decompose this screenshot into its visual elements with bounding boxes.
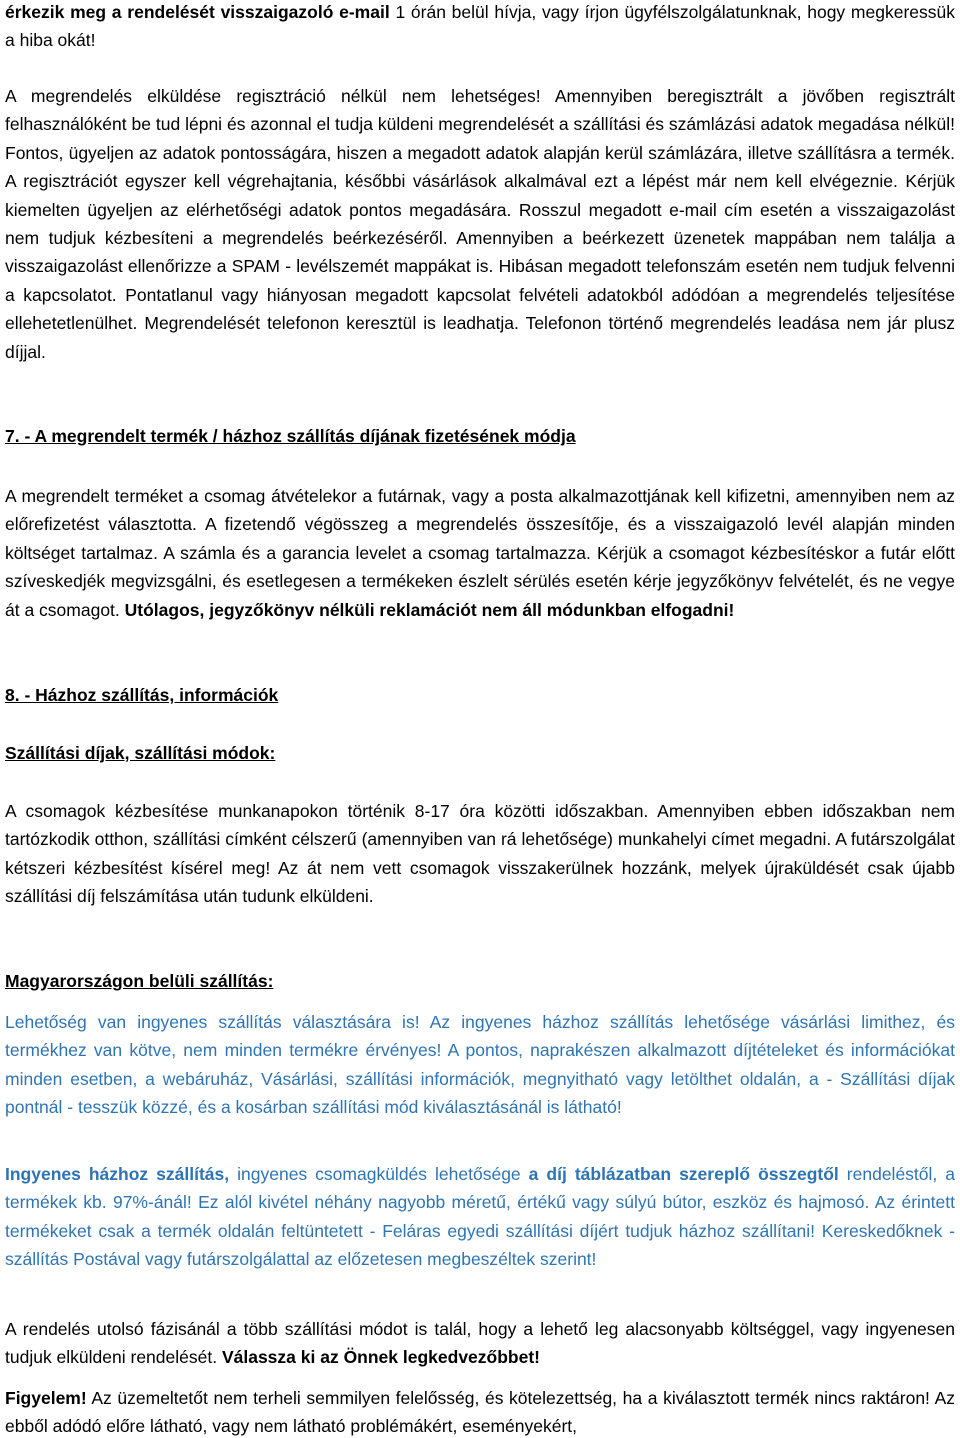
subheading-shipping-fees: Szállítási díjak, szállítási módok: [5, 743, 276, 763]
paragraph-free-shipping-info: Lehetőség van ingyenes szállítás választására is! Az ingyenes házhoz szállítás lehetősége vásárlási limithez, és termékhez van kötve, nem minden termékre érvényes! A pontos, naprakészen alkalmazott díjtételeket és információkat minden esetben, a webáruház, Vásárlási, szállítási információk, megnyitható vagy letölthet oldalán, a - Szállítási díjak pontnál - tesszük közzé, és a kosárban szállítási mód kiválasztásánál is látható! [5, 1012, 955, 1118]
bold-text: Ingyenes házhoz szállítás, [5, 1164, 230, 1184]
bold-text: Válassza ki az Önnek legkedvezőbbet! [221, 1347, 540, 1368]
paragraph-shipping-methods [5, 1315, 955, 1372]
bold-text: érkezik meg a rendelését visszaigazoló e-mail [5, 2, 390, 22]
paragraph-registration: A megrendelés elküldése regisztráció nélkül nem lehetséges! Amennyiben beregisztrált a jövőben regisztrált felhasználóként be tud lépni és azonnal el tudja küldeni megrendelését a szállítási és számlázási adatok megadása nélkül! Fontos, ügyeljen az adatok pontosságára, hiszen a megadott adatok alapján kerül számlázára, illetve szállításra a termék. A regisztrációt egyszer kell végrehajtania, későbbi vásárlások alkalmával ezt a lépést már nem kell elvégeznie. Kérjük kiemelten ügyeljen az elérhetőségi adatok pontos megadására. Rosszul megadott e-mail cím esetén a visszaigazolást nem tudjuk kézbesíteni a megrendelés beérkezéséről. Amennyiben a beérkezett üzenetek mappában nem találja a visszaigazolást ellenőrizze a SPAM - levélszemét mappákat is. Hibásan megadott telefonszám esetén nem tudjuk felvenni a kapcsolatot. Pontatlanul vagy hiányosan megadott kapcsolat felvételi adatokból adódóan a megrendelés teljesítése ellehetetlenülhet. Megrendelését telefonon keresztül is leadhatja. Telefonon történő megrendelés leadása nem jár plusz díjjal. [5, 86, 955, 362]
paragraph-text: Az üzemeltetőt nem terheli semmilyen felelősség, és kötelezettség, ha a kiválasztott termék nincs raktáron! Az ebből adódó előre látható, vagy nem látható problémákért, eseményekért, [5, 1388, 955, 1437]
bold-text: a díj táblázatban szereplő összegtől [528, 1164, 839, 1184]
subheading-domestic-shipping: Magyarországon belüli szállítás: [5, 971, 274, 991]
paragraph-text: A rendelés utolsó fázisánál a több szállítási módot is talál, hogy a lehető leg alacsonyabb költséggel, vagy ingyenesen tudjuk elküldeni rendelését. [5, 1319, 955, 1368]
bold-text: Figyelem! [5, 1388, 87, 1408]
paragraph-text: 1 órán belül hívja, vagy írjon ügyfélszolgálatunknak, hogy megkeressük a hiba okát! [5, 2, 955, 51]
paragraph-delivery: A csomagok kézbesítése munkanapokon történik 8-17 óra közötti időszakban. Amennyiben ebben időszakban nem tartózkodik otthon, szállítási címként célszerű (amennyiben van rá lehetősége) munkahelyi címet megadni. A futárszolgálat kétszeri kézbesítést kísérel meg! Az át nem vett csomagok visszakerülnek hozzánk, melyek újraküldését csak újabb szállítási díj felszámítása után tudunk elküldeni. [5, 801, 955, 907]
paragraph-order-confirmation [5, 0, 955, 55]
section-heading-7: 7. - A megrendelt termék / házhoz szállítás díjának fizetésének módja [5, 426, 576, 446]
bold-text: Utólagos, jegyzőkönyv nélküli reklamációt nem áll módunkban elfogadni! [124, 599, 735, 620]
paragraph-free-home-delivery [5, 1160, 955, 1274]
paragraph-payment [5, 482, 955, 624]
paragraph-text: A megrendelt terméket a csomag átvételekor a futárnak, vagy a posta alkalmazottjának kell kifizetni, amennyiben nem az előrefizetést választotta. A fizetendő végösszeg a megrendelés összesítője, és a visszaigazoló levél alapján minden költséget tartalmaz. A számla és a garancia levelet a csomag tartalmazza. Kérjük a csomagot kézbesítéskor a futár előtt szíveskedjék megvizsgálni, és esetlegesen a termékeken észlelt sérülés esetén kérje jegyzőkönyv felvételét, és ne vegye át a csomagot. [5, 486, 955, 620]
section-heading-8: 8. - Házhoz szállítás, információk [5, 685, 279, 705]
paragraph-text: rendeléstől, a termékek kb. 97%-ánál! Ez alól kivétel néhány nagyobb méretű, értékű vagy súlyú bútor, eszköz és hajmosó. Az érintett termékeket csak a termék oldalán feltüntetett - Feláras egyedi szállítási díjért tudjuk házhoz szállítani! Kereskedőknek - szállítás Postával vagy futárszolgálattal az előzetesen megbeszéltek szerint! [5, 1164, 955, 1270]
paragraph-warning [5, 1384, 955, 1438]
paragraph-text: ingyenes csomagküldés lehetősége [229, 1164, 529, 1184]
